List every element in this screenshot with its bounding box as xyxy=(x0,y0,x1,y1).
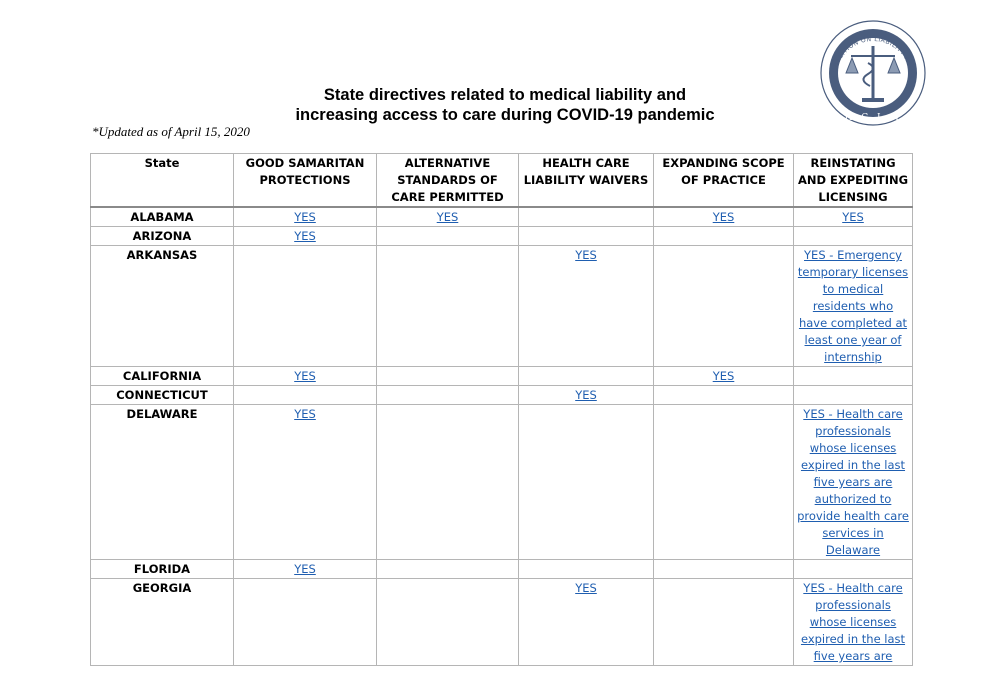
directive-link[interactable]: YES - Health care professionals whose licenses expired in the last five years are xyxy=(800,581,906,663)
directive-link[interactable]: YES xyxy=(712,210,735,224)
cell-scope xyxy=(654,560,794,579)
cell-alt-standards xyxy=(377,405,519,560)
cell-state: ARKANSAS xyxy=(91,246,234,367)
cell-licensing xyxy=(794,246,913,367)
cell-state: ARIZONA xyxy=(91,227,234,246)
cell-liability-waivers xyxy=(519,227,654,246)
cell-state: FLORIDA xyxy=(91,560,234,579)
document-title xyxy=(250,85,760,125)
cell-good-samaritan xyxy=(234,579,377,666)
cell-licensing xyxy=(794,367,913,386)
directive-link[interactable]: YES xyxy=(575,581,597,595)
cell-alt-standards xyxy=(377,227,519,246)
cell-licensing xyxy=(794,227,913,246)
title-line-2: increasing access to care during COVID-19 pandemic xyxy=(295,106,715,124)
cell-liability-waivers xyxy=(519,367,654,386)
directive-link[interactable]: YES xyxy=(842,210,864,224)
directive-link[interactable]: YES xyxy=(436,210,459,224)
directive-link[interactable]: YES xyxy=(294,210,316,224)
cell-state: ALABAMA xyxy=(91,207,234,227)
cell-state: CONNECTICUT xyxy=(91,386,234,405)
title-line-1: State directives related to medical liability and xyxy=(323,86,687,104)
directive-link[interactable]: YES xyxy=(294,407,316,421)
header-licensing: REINSTATING AND EXPEDITING LICENSING xyxy=(794,154,913,208)
table-row-arkansas xyxy=(91,246,913,367)
cell-state: GEORGIA xyxy=(91,579,234,666)
table-row-connecticut xyxy=(91,386,913,405)
cell-alt-standards xyxy=(377,560,519,579)
updated-note: *Updated as of April 15, 2020 xyxy=(92,124,250,139)
cell-scope xyxy=(654,227,794,246)
cell-state: CALIFORNIA xyxy=(91,367,234,386)
header-state: State xyxy=(91,154,234,208)
table-row-arizona xyxy=(91,227,913,246)
state-directives-table xyxy=(90,153,913,666)
header-scope-of-practice: EXPANDING SCOPE OF PRACTICE xyxy=(654,154,794,208)
directive-link[interactable]: YES xyxy=(294,562,316,576)
table-row-delaware xyxy=(91,405,913,560)
cell-scope xyxy=(654,367,794,386)
cell-good-samaritan xyxy=(234,207,377,227)
svg-text:HEALTH COALITION ON LIABILITY: H COALITION ON LIABILITY AND A xyxy=(830,35,916,81)
header-good-samaritan: GOOD SAMARITAN PROTECTIONS xyxy=(234,154,377,208)
cell-good-samaritan xyxy=(234,560,377,579)
cell-alt-standards xyxy=(377,367,519,386)
cell-liability-waivers xyxy=(519,560,654,579)
directive-link[interactable]: YES xyxy=(712,369,735,383)
cell-scope xyxy=(654,405,794,560)
cell-licensing xyxy=(794,386,913,405)
cell-licensing xyxy=(794,207,913,227)
cell-liability-waivers xyxy=(519,386,654,405)
cell-good-samaritan xyxy=(234,405,377,560)
cell-liability-waivers xyxy=(519,405,654,560)
cell-good-samaritan xyxy=(234,246,377,367)
table-row-florida xyxy=(91,560,913,579)
cell-licensing xyxy=(794,560,913,579)
cell-good-samaritan xyxy=(234,386,377,405)
directive-link[interactable]: YES - Health care professionals whose licenses expired in the last five years are authorized to provide health care services in Delaware xyxy=(797,407,909,557)
cell-alt-standards xyxy=(377,386,519,405)
cell-licensing xyxy=(794,405,913,560)
cell-liability-waivers xyxy=(519,246,654,367)
table-row-california xyxy=(91,367,913,386)
cell-alt-standards xyxy=(377,246,519,367)
cell-alt-standards xyxy=(377,207,519,227)
cell-alt-standards xyxy=(377,579,519,666)
cell-scope xyxy=(654,207,794,227)
table-row-alabama xyxy=(91,207,913,227)
hcla-seal-icon xyxy=(818,18,928,128)
cell-good-samaritan xyxy=(234,227,377,246)
header-alternative-standards: ALTERNATIVE STANDARDS OF CARE PERMITTED xyxy=(377,154,519,208)
cell-liability-waivers xyxy=(519,579,654,666)
cell-liability-waivers xyxy=(519,207,654,227)
cell-state: DELAWARE xyxy=(91,405,234,560)
svg-text:H C L A: H C L A xyxy=(844,113,902,123)
directive-link[interactable]: YES - Emergency temporary licenses to medical residents who have completed at least one year of internship xyxy=(797,248,909,364)
cell-scope xyxy=(654,246,794,367)
table-row-georgia xyxy=(91,579,913,666)
directive-link[interactable]: YES xyxy=(575,388,597,402)
cell-scope xyxy=(654,386,794,405)
directive-link[interactable]: YES xyxy=(575,248,597,262)
hcla-logo xyxy=(818,18,928,128)
header-liability-waivers: HEALTH CARE LIABILITY WAIVERS xyxy=(519,154,654,208)
table-header-row xyxy=(91,154,913,208)
cell-good-samaritan xyxy=(234,367,377,386)
cell-licensing xyxy=(794,579,913,666)
directive-link[interactable]: YES xyxy=(294,369,316,383)
cell-scope xyxy=(654,579,794,666)
directive-link[interactable]: YES xyxy=(294,229,316,243)
